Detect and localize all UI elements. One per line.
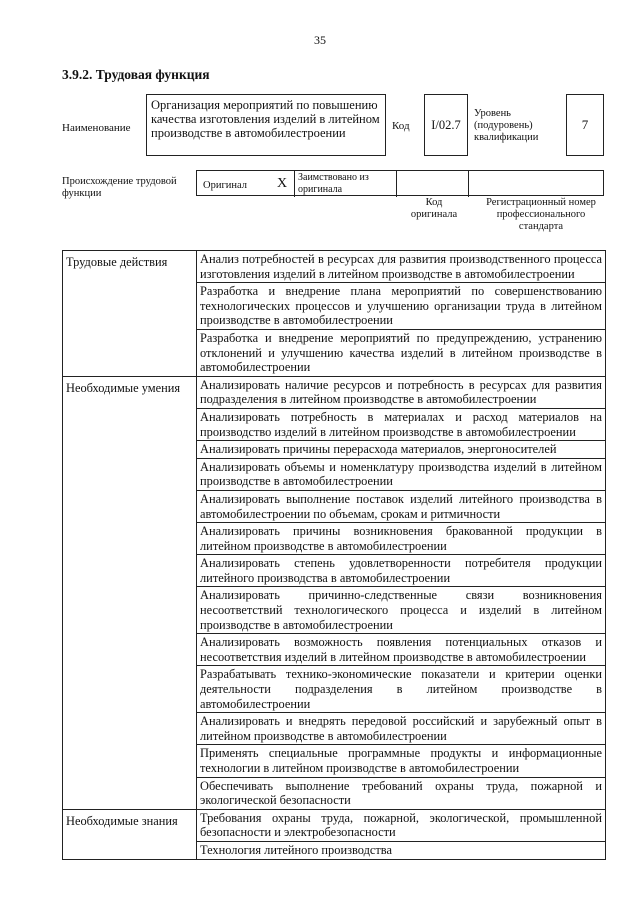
code-value-box: I/02.7 bbox=[424, 94, 468, 156]
original-cell bbox=[197, 171, 295, 197]
function-details-table bbox=[62, 250, 606, 860]
section-item: Анализировать наличие ресурсов и потребность в ресурсах для развития подразделения в литейном производстве в автомобилестроении bbox=[197, 376, 606, 408]
table-row bbox=[63, 251, 606, 283]
section-item: Разработка и внедрение мероприятий по предупреждению, устранению отклонений и улучшению качества изделий в литейном производстве в автомобилестроении bbox=[197, 329, 606, 376]
section-heading: 3.9.2. Трудовая функция bbox=[62, 67, 210, 82]
section-item: Анализировать причины перерасхода материалов, энергоносителей bbox=[197, 441, 606, 459]
borrowed-cell bbox=[295, 171, 397, 197]
function-name-box: Организация мероприятий по повышению качества изготовления изделий в литейном производстве в автомобилестроении bbox=[146, 94, 386, 156]
section-item: Анализировать выполнение поставок изделий литейного производства в автомобилестроении по объемам, срокам и ритмичности bbox=[197, 490, 606, 522]
code-original-label: Код оригинала bbox=[410, 197, 458, 220]
page-number: 35 bbox=[314, 33, 326, 47]
level-value-box: 7 bbox=[566, 94, 604, 156]
reg-number-label: Регистрационный номер профессионального стандарта bbox=[486, 197, 596, 232]
origin-label: Происхождение трудовой функции bbox=[62, 176, 177, 199]
table-row bbox=[63, 809, 606, 841]
section-item: Требования охраны труда, пожарной, экологической, промышленной безопасности и электробезопасности bbox=[197, 809, 606, 841]
section-item: Разрабатывать технико-экономические показатели и критерии оценки деятельности подразделения в литейном производстве в автомобилестроении bbox=[197, 666, 606, 713]
section-label: Необходимые умения bbox=[63, 376, 197, 809]
section-item: Анализировать объемы и номенклатуру производства изделий в литейном производстве в автомобилестроении bbox=[197, 458, 606, 490]
section-item: Применять специальные программные продукты и информационные технологии в литейном производстве в автомобилестроении bbox=[197, 745, 606, 777]
section-item: Технология литейного производства bbox=[197, 841, 606, 859]
section-item: Анализировать возможность появления потенциальных отказов и несоответствия изделий в литейном производстве в автомобилестроении bbox=[197, 634, 606, 666]
section-item: Анализировать степень удовлетворенности потребителя продукции литейного производства в автомобилестроении bbox=[197, 555, 606, 587]
section-item: Анализ потребностей в ресурсах для развития производственного процесса изготовления изделий в литейном производстве в автомобилестроении bbox=[197, 251, 606, 283]
naming-label: Наименование bbox=[62, 122, 131, 134]
code-original-cell bbox=[397, 171, 469, 197]
original-label: Оригинал bbox=[203, 180, 247, 191]
section-item: Обеспечивать выполнение требований охраны труда, пожарной и экологической безопасности bbox=[197, 777, 606, 809]
section-item: Анализировать причинно-следственные связи возникновения несоответствий технологического процесса и изделий в литейном производстве в автомобилестроении bbox=[197, 587, 606, 634]
section-label: Трудовые действия bbox=[63, 251, 197, 377]
code-label: Код bbox=[392, 120, 410, 132]
level-label: Уровень (подуровень) квалификации bbox=[474, 108, 539, 143]
original-mark: X bbox=[277, 176, 288, 191]
section-item: Анализировать причины возникновения бракованной продукции в литейном производстве в автомобилестроении bbox=[197, 523, 606, 555]
section-item: Анализировать потребность в материалах и расход материалов на производство изделий в литейном производстве в автомобилестроении bbox=[197, 408, 606, 440]
section-item: Разработка и внедрение плана мероприятий по совершенствованию технологических процессов и улучшению организации труда в литейном производстве в автомобилестроении bbox=[197, 283, 606, 330]
table-row bbox=[63, 376, 606, 408]
section-label: Необходимые знания bbox=[63, 809, 197, 859]
section-item: Анализировать и внедрять передовой российский и зарубежный опыт в литейном производстве в автомобилестроении bbox=[197, 713, 606, 745]
borrowed-label: Заимствовано из оригинала bbox=[298, 172, 369, 195]
origin-table bbox=[196, 170, 604, 196]
